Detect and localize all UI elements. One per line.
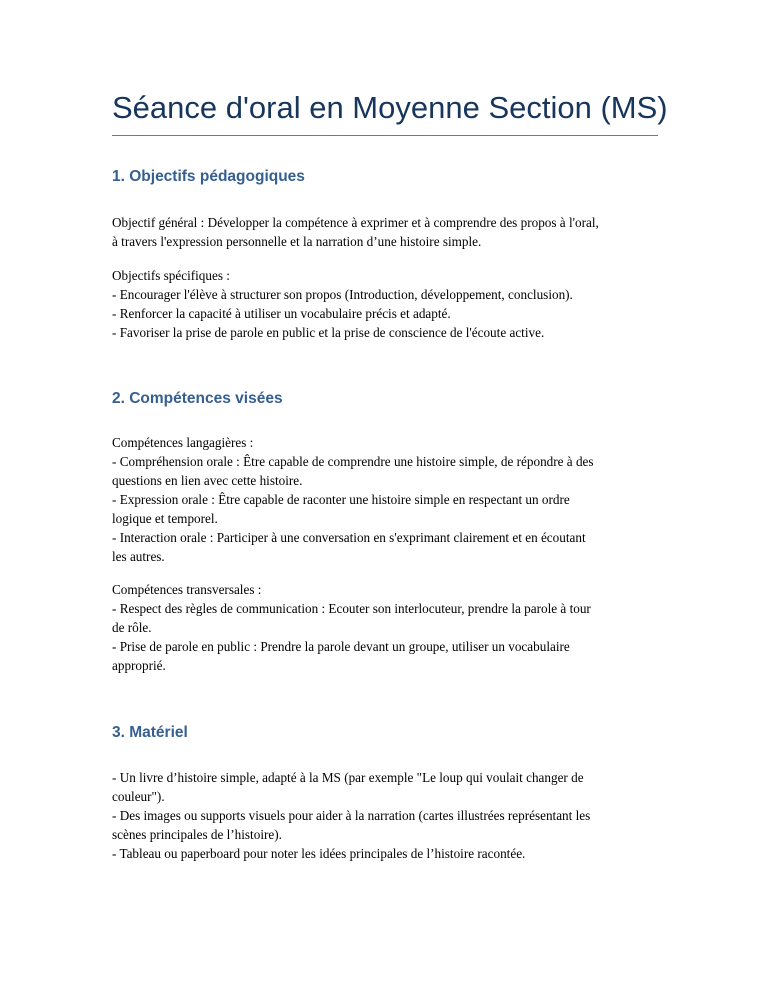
text-line: - Respect des règles de communication : Ecouter son interlocuteur, prendre la parole à tour — [112, 601, 591, 616]
text-line: de rôle. — [112, 620, 152, 635]
text-line: Objectifs spécifiques : — [112, 268, 230, 283]
text-line: approprié. — [112, 658, 166, 673]
text-line: - Renforcer la capacité à utiliser un vocabulaire précis et adapté. — [112, 306, 451, 321]
text-line: Compétences transversales : — [112, 582, 262, 597]
text-line: - Encourager l'élève à structurer son propos (Introduction, développement, conclusion). — [112, 287, 573, 302]
text-line: questions en lien avec cette histoire. — [112, 473, 303, 488]
page-title: Séance d'oral en Moyenne Section (MS) — [112, 90, 668, 125]
text-line: Compétences langagières : — [112, 435, 254, 450]
competences-transversales-paragraph — [112, 580, 672, 675]
list-item: - Un livre d’histoire simple, adapté à la MS (par exemple "Le loup qui voulait changer de — [112, 770, 584, 785]
section-heading-objectifs: 1. Objectifs pédagogiques — [112, 168, 305, 185]
list-item: scènes principales de l’histoire). — [112, 827, 282, 842]
list-item: - Des images ou supports visuels pour aider à la narration (cartes illustrées représentant les — [112, 808, 591, 823]
text-line: - Prise de parole en public : Prendre la parole devant un groupe, utiliser un vocabulaire — [112, 639, 570, 654]
materiel-list — [112, 768, 672, 863]
list-item: couleur"). — [112, 789, 165, 804]
text-line: les autres. — [112, 549, 165, 564]
section-heading-materiel: 3. Matériel — [112, 724, 188, 741]
text-line: - Interaction orale : Participer à une conversation en s'exprimant clairement et en écoutant — [112, 530, 586, 545]
text-line: Objectif général : Développer la compétence à exprimer et à comprendre des propos à l'oral, — [112, 215, 599, 230]
text-line: logique et temporel. — [112, 511, 218, 526]
text-line: à travers l'expression personnelle et la narration d’une histoire simple. — [112, 234, 482, 249]
section-heading-competences: 2. Compétences visées — [112, 390, 283, 407]
competences-langagieres-paragraph — [112, 433, 672, 566]
objectifs-specifiques-paragraph — [112, 266, 672, 342]
text-line: - Compréhension orale : Être capable de comprendre une histoire simple, de répondre à des — [112, 454, 594, 469]
list-item: - Tableau ou paperboard pour noter les idées principales de l’histoire racontée. — [112, 846, 526, 861]
text-line: - Expression orale : Être capable de raconter une histoire simple en respectant un ordre — [112, 492, 570, 507]
title-underline — [112, 135, 658, 136]
objectif-general-paragraph — [112, 213, 672, 251]
text-line: - Favoriser la prise de parole en public et la prise de conscience de l'écoute active. — [112, 325, 545, 340]
